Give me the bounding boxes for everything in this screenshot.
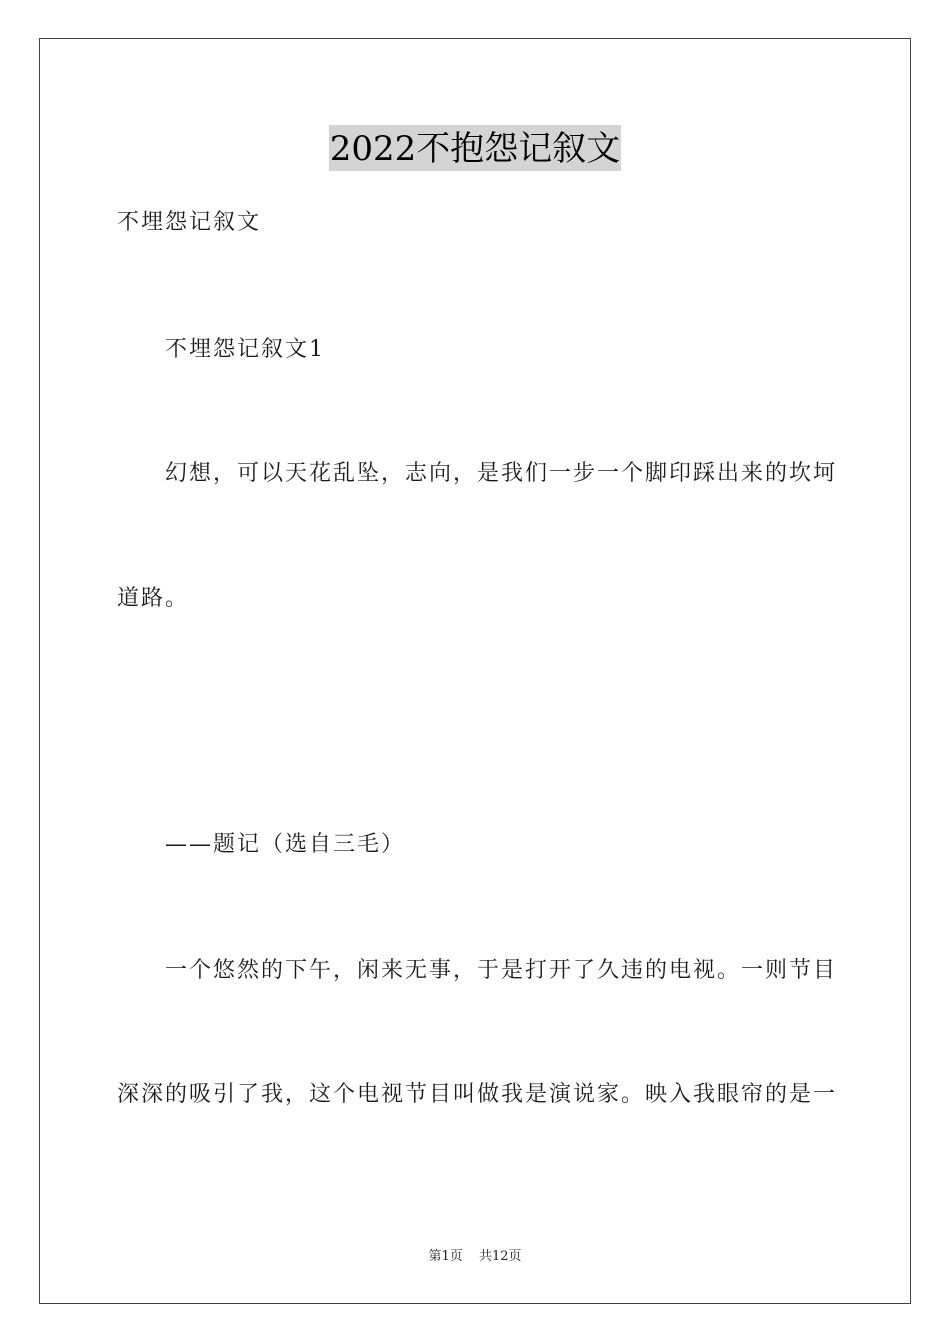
subtitle-line: 不埋怨记叙文 — [117, 210, 262, 235]
page-total: 共12页 — [478, 1249, 522, 1264]
paragraph-line: 道路。 — [117, 586, 190, 611]
section-heading: 不埋怨记叙文1 — [165, 337, 325, 362]
page-number: 第1页 — [428, 1249, 463, 1264]
paragraph-line: 深深的吸引了我，这个电视节目叫做我是演说家。映入我眼帘的是一 — [117, 1082, 838, 1107]
document-title: 2022不抱怨记叙文 — [329, 125, 622, 171]
page-footer — [0, 1248, 950, 1266]
epigraph-attribution: ——题记（选自三毛） — [165, 832, 406, 857]
paragraph-line: 幻想，可以天花乱坠，志向，是我们一步一个脚印踩出来的坎坷 — [165, 461, 838, 486]
document-title-wrapper — [0, 125, 950, 171]
paragraph-line: 一个悠然的下午，闲来无事，于是打开了久违的电视。一则节目 — [165, 958, 838, 983]
